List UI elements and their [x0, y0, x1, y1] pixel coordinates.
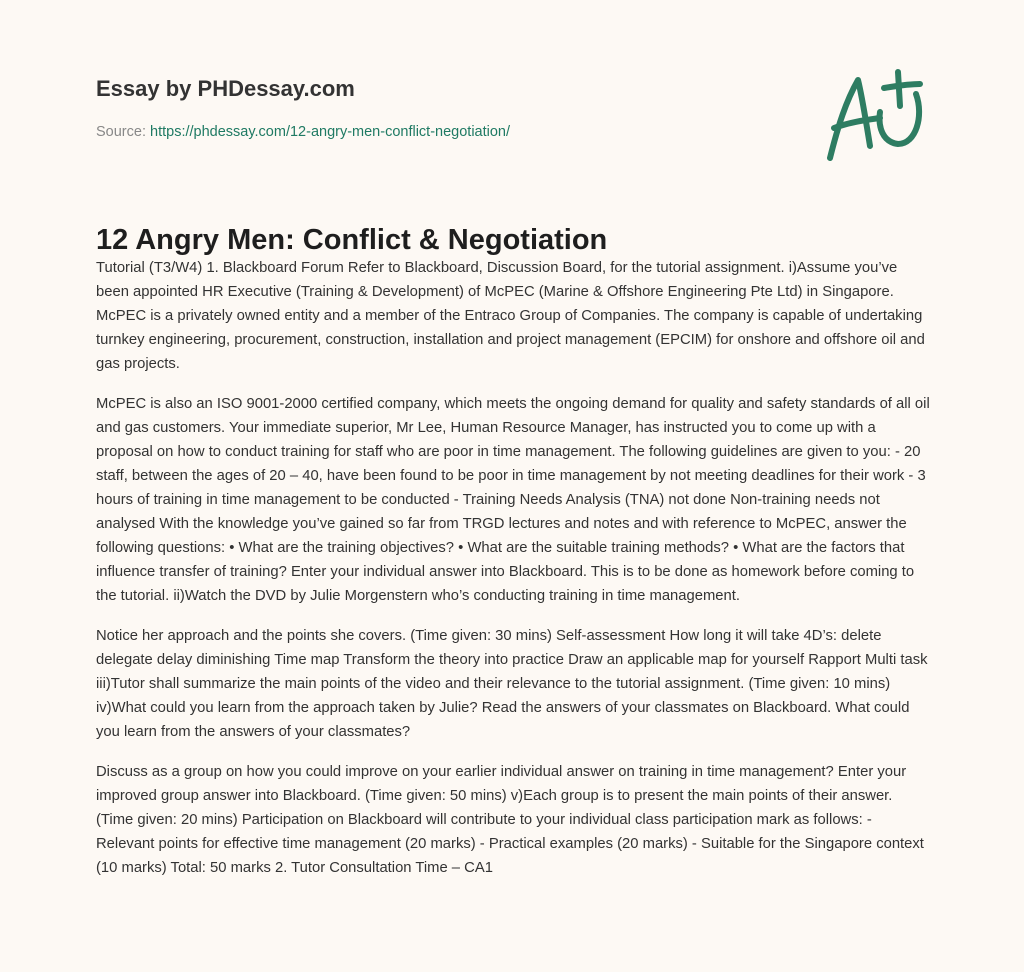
- header: [96, 76, 510, 140]
- source-link[interactable]: https://phdessay.com/12-angry-men-conflict-negotiation/: [150, 124, 511, 140]
- paragraph: Notice her approach and the points she covers. (Time given: 30 mins) Self-assessment How long it will take 4D’s: delete delegate delay diminishing Time map Transform the theory into practice Draw an applicable map for yourself Rapport Multi task iii)Tutor shall summarize the main points of the video and their relevance to the tutorial assignment. (Time given: 10 mins) iv)What could you learn from the approach taken by Julie? Read the answers of your classmates on Blackboard. What could you learn from the answers of your classmates?: [96, 628, 928, 740]
- article-body: [96, 256, 932, 896]
- site-brand: Essay by PHDessay.com: [96, 76, 355, 101]
- paragraph: McPEC is also an ISO 9001-2000 certified company, which meets the ongoing demand for quality and safety standards of all oil and gas customers. Your immediate superior, Mr Lee, Human Resource Manager, has instructed you to come up with a proposal on how to conduct training for staff who are poor in time management. The following guidelines are given to you: - 20 staff, between the ages of 20 – 40, have been found to be poor in time management by not meeting deadlines for their work - 3 hours of training in time management to be conducted - Training Needs Analysis (TNA) not done Non-training needs not analysed With the knowledge you’ve gained so far from TRGD lectures and notes and with reference to McPEC, answer the following questions: • What are the training objectives? • What are the suitable training methods? • What are the factors that influence transfer of training? Enter your individual answer into Blackboard. This is to be done as homework before coming to the tutorial. ii)Watch the DVD by Julie Morgenstern who’s conducting training in time management.: [96, 396, 930, 604]
- article-title: 12 Angry Men: Conflict & Negotiation: [96, 224, 608, 256]
- source-label: Source:: [96, 124, 146, 140]
- a-plus-logo-icon: [820, 66, 930, 166]
- source-line: [96, 124, 510, 140]
- paragraph: Tutorial (T3/W4) 1. Blackboard Forum Refer to Blackboard, Discussion Board, for the tutorial assignment. i)Assume you’ve been appointed HR Executive (Training & Development) of McPEC (Marine & Offshore Engineering Pte Ltd) in Singapore. McPEC is a privately owned entity and a member of the Entraco Group of Companies. The company is capable of undertaking turnkey engineering, procurement, construction, installation and project management (EPCIM) for onshore and offshore oil and gas projects.: [96, 260, 925, 372]
- paragraph: Discuss as a group on how you could improve on your earlier individual answer on training in time management? Enter your improved group answer into Blackboard. (Time given: 50 mins) v)Each group is to present the main points of their answer. (Time given: 20 mins) Participation on Blackboard will contribute to your individual class participation mark as follows: - Relevant points for effective time management (20 marks) - Practical examples (20 marks) - Suitable for the Singapore context (10 marks) Total: 50 marks 2. Tutor Consultation Time – CA1: [96, 764, 924, 876]
